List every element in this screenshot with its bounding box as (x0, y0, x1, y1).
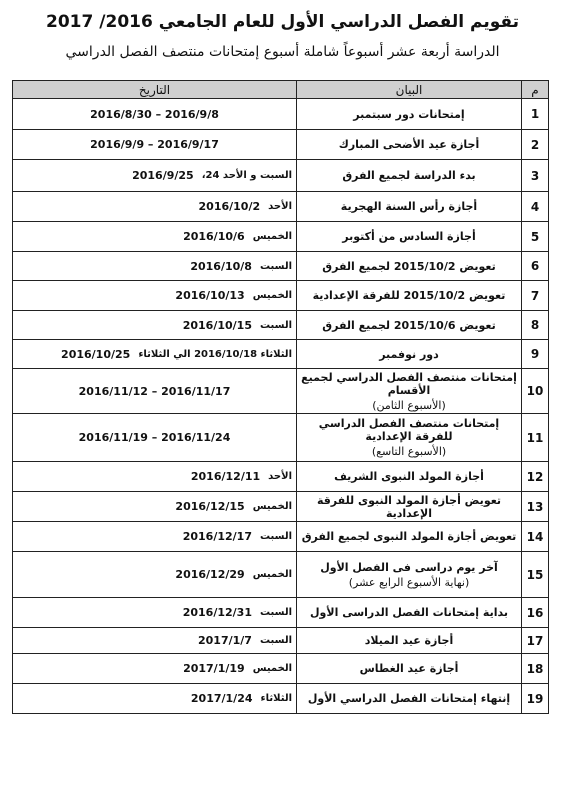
date-weekday: السبت (259, 531, 292, 542)
academic-calendar-table (12, 80, 549, 714)
date-weekday: السبت (259, 607, 292, 618)
description-text: إنتهاء إمتحانات الفصل الدراسي الأول (307, 692, 511, 705)
date-value: 2017/1/19 (183, 662, 245, 675)
row-description (297, 684, 522, 714)
row-number: 8 (522, 311, 549, 340)
table-row (13, 252, 549, 281)
date-value: 2016/10/8 (190, 259, 252, 273)
date-value: 2016/12/31 (182, 606, 252, 619)
row-date (13, 130, 297, 160)
row-number: 13 (522, 492, 549, 522)
date-weekday: السبت (259, 260, 292, 272)
date-value: 2016/10/13 (175, 289, 245, 302)
row-description (297, 552, 522, 598)
date-value: 2016/10/6 (183, 230, 245, 243)
table-row (13, 414, 549, 462)
description-text: آخر يوم دراسى فى الفصل الأول (320, 560, 498, 574)
table-header-row (13, 81, 549, 99)
date-value: 2016/10/25 (61, 347, 131, 361)
row-date (13, 222, 297, 252)
date-weekday: السبت (259, 319, 292, 331)
table-row (13, 522, 549, 552)
description-text: بداية إمتحانات الفصل الدراسى الأول (310, 606, 508, 619)
row-number: 17 (522, 628, 549, 654)
table-row (13, 192, 549, 222)
description-note: (نهاية الأسبوع الرابع عشر) (348, 575, 470, 589)
description-text: تعويض 2015/10/2 لجميع الفرق (322, 259, 496, 273)
description-text: أجازة السادس من أكتوبر (342, 230, 476, 243)
date-value: 2017/1/7 (198, 634, 252, 647)
row-description (297, 492, 522, 522)
column-header-desc: البيان (297, 81, 522, 99)
date-weekday: الخميس (252, 231, 292, 242)
row-date (13, 252, 297, 281)
date-weekday: الخميس (252, 290, 292, 301)
description-text: دور نوفمبر (379, 347, 439, 361)
date-value: 2016/9/9 – 2016/9/17 (90, 138, 219, 151)
row-number: 6 (522, 252, 549, 281)
description-text: إمتحانات منتصف الفصل الدراسي للفرقة الإعدادية (318, 417, 500, 443)
description-text: أجازة عيد الغطاس (359, 662, 459, 675)
date-weekday: الخميس (252, 569, 292, 580)
date-weekday: الخميس (252, 663, 292, 674)
date-value: 2016/11/19 – 2016/11/24 (78, 431, 231, 444)
row-description (297, 522, 522, 552)
description-text: تعويض أجازة المولد النبوى لجميع الفرق (301, 530, 517, 543)
table-row (13, 281, 549, 311)
row-date (13, 414, 297, 462)
page-title: تقويم الفصل الدراسي الأول للعام الجامعي 2016/ 2017 (46, 12, 519, 32)
row-date (13, 684, 297, 714)
date-weekday: السبت (259, 635, 292, 646)
row-date (13, 462, 297, 492)
column-header-num: م (522, 81, 549, 99)
table-row (13, 311, 549, 340)
description-note: (الأسبوع التاسع) (371, 445, 447, 458)
description-text: أجازة المولد النبوى الشريف (334, 470, 484, 483)
row-date (13, 492, 297, 522)
table-row (13, 598, 549, 628)
table-row (13, 130, 549, 160)
description-text: بدء الدراسة لجميع الفرق (342, 169, 476, 182)
row-date (13, 628, 297, 654)
table-row (13, 492, 549, 522)
table-row (13, 340, 549, 369)
description-text: إمتحانات دور سبتمبر (353, 107, 465, 121)
table-row (13, 552, 549, 598)
date-value: 2016/11/12 – 2016/11/17 (78, 384, 231, 398)
row-description (297, 130, 522, 160)
row-date (13, 369, 297, 414)
date-weekday: الثلاثاء (260, 693, 292, 704)
row-number: 4 (522, 192, 549, 222)
date-value: 2016/12/17 (182, 530, 252, 543)
row-date (13, 654, 297, 684)
row-description (297, 654, 522, 684)
row-date (13, 281, 297, 311)
row-date (13, 192, 297, 222)
row-description (297, 462, 522, 492)
row-number: 10 (522, 369, 549, 414)
row-number: 15 (522, 552, 549, 598)
row-description (297, 160, 522, 192)
row-date (13, 552, 297, 598)
table-row (13, 369, 549, 414)
page-subtitle: الدراسة أربعة عشر أسبوعاً شاملة أسبوع إمتحانات منتصف الفصل الدراسي (65, 44, 500, 60)
date-value: 2016/12/15 (175, 500, 245, 513)
row-date (13, 160, 297, 192)
row-number: 9 (522, 340, 549, 369)
column-header-date: التاريخ (13, 81, 297, 99)
table-row (13, 160, 549, 192)
row-description (297, 99, 522, 130)
row-number: 1 (522, 99, 549, 130)
row-description (297, 369, 522, 414)
row-description (297, 222, 522, 252)
description-note: (الأسبوع الثامن) (372, 398, 446, 412)
description-text: تعويض 2015/10/2 للفرقة الإعدادية (312, 289, 506, 302)
description-text: تعويض أجازة المولد النبوى للفرقة الإعدادية (316, 493, 502, 520)
date-weekday: الأحد (268, 471, 292, 482)
table-row (13, 462, 549, 492)
row-date (13, 598, 297, 628)
date-value: 2016/12/11 (190, 470, 261, 483)
date-value: 2016/10/2 (198, 200, 261, 213)
row-number: 3 (522, 160, 549, 192)
date-weekday: الأحد (268, 201, 292, 212)
date-value: 2017/1/24 (190, 692, 253, 705)
row-number: 7 (522, 281, 549, 311)
table-row (13, 628, 549, 654)
table-row (13, 684, 549, 714)
row-date (13, 99, 297, 130)
row-number: 2 (522, 130, 549, 160)
row-date (13, 340, 297, 369)
row-description (297, 311, 522, 340)
row-date (13, 522, 297, 552)
date-value: 2016/9/25 (132, 169, 194, 182)
date-value: 2016/8/30 – 2016/9/8 (90, 107, 219, 121)
date-weekday: الخميس (252, 501, 292, 512)
row-description (297, 340, 522, 369)
table-row (13, 222, 549, 252)
description-text: إمتحانات منتصف الفصل الدراسي لجميع الأقسام (301, 370, 517, 397)
row-description (297, 414, 522, 462)
row-description (297, 598, 522, 628)
table-row (13, 99, 549, 130)
row-number: 5 (522, 222, 549, 252)
date-value: 2016/10/15 (182, 318, 252, 332)
description-text: تعويض 2015/10/6 لجميع الفرق (322, 318, 496, 332)
row-description (297, 628, 522, 654)
table-row (13, 654, 549, 684)
row-number: 12 (522, 462, 549, 492)
row-description (297, 252, 522, 281)
row-description (297, 281, 522, 311)
date-weekday: السبت و الأحد 24، (201, 170, 292, 181)
description-text: أجازة عيد الميلاد (364, 634, 454, 647)
row-number: 11 (522, 414, 549, 462)
row-date (13, 311, 297, 340)
row-description (297, 192, 522, 222)
date-weekday: الثلاثاء 2016/10/18 الي الثلاثاء (138, 348, 292, 360)
description-text: أجازة عيد الأضحى المبارك (338, 138, 480, 151)
description-text: أجازة رأس السنة الهجرية (340, 200, 478, 213)
row-number: 14 (522, 522, 549, 552)
row-number: 19 (522, 684, 549, 714)
date-value: 2016/12/29 (175, 568, 245, 581)
row-number: 16 (522, 598, 549, 628)
row-number: 18 (522, 654, 549, 684)
